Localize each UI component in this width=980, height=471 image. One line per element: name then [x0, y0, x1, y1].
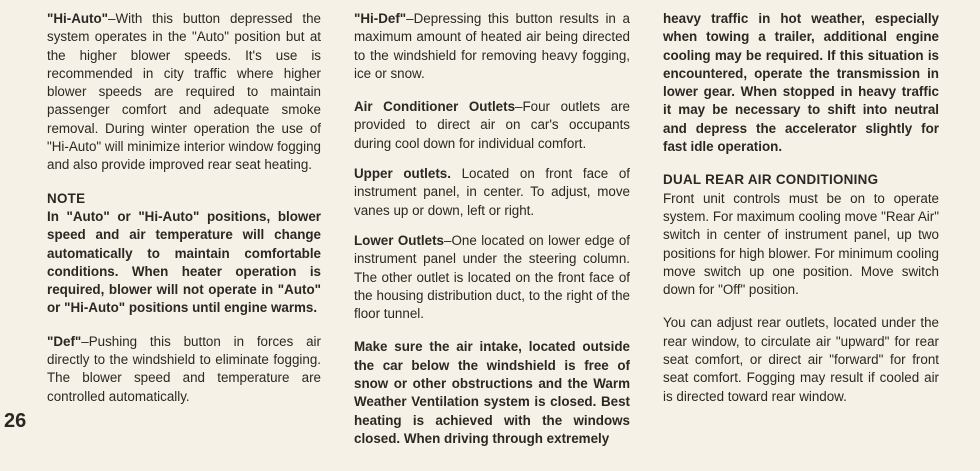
upper-outlets-text: Located on front face of instrument panel, in center. To adjust, move vanes up or down, left or right.: [354, 166, 630, 218]
column-1: [47, 10, 321, 406]
note-text: In "Auto" or "Hi-Auto" positions, blower speed and air temperature will change automatically to maintain comfortable conditions. When heater operation is required, blower will not operate in "Auto" or "Hi-Auto" positions until engine warms.: [47, 208, 321, 316]
hi-def-term: "Hi-Def": [354, 11, 407, 26]
hi-auto-text: –With this button depressed the system operates in the "Auto" position but at the higher blower speeds. It's use is recommended in city traffic where higher blower speeds are required to maintain passenger comfort and adequate smoke removal. During winter operation the use of "Hi-Auto" will minimize interior window fogging and also provide improved rear seat heating.: [47, 11, 321, 173]
upper-outlets-paragraph: [354, 165, 630, 220]
intake-warning: Make sure the air intake, located outside the car below the windshield is free of snow or other obstructions and the Warm Weather Ventilation system is closed. Best heating is achieved with the windows closed. When driving through extremely: [354, 339, 630, 446]
dual-rear-text: Front unit controls must be on to operate system. For maximum cooling move "Rear Air" switch in center of instrument panel, up two positions for high blower. For minimum cooling move switch up one position. Move switch down for "Off" position.: [663, 190, 939, 298]
hi-def-paragraph: [354, 10, 630, 83]
ac-outlets-text: –Four outlets are provided to direct air on car's occupants during cool down for individual comfort.: [354, 99, 630, 151]
upper-outlets-term: Upper outlets.: [354, 166, 451, 182]
page-number: 26: [4, 410, 27, 432]
intake-warning-continued: heavy traffic in hot weather, especially when towing a trailer, additional engine cooling may be required. If this situation is encountered, operate the transmission in lower gear. When stopped in heavy traffic it may be necessary to shift into neutral and depress the accelerator slightly for fast idle operation.: [663, 11, 939, 155]
def-term: "Def": [47, 333, 82, 349]
column-2: [354, 10, 630, 448]
hi-auto-paragraph: [47, 10, 321, 175]
lower-outlets-term: Lower Outlets: [354, 232, 445, 248]
hi-def-text: –Depressing this button results in a maximum amount of heated air being directed to the windshield for removing heavy fogging, ice or snow.: [354, 11, 630, 81]
def-text: –Pushing this button in forces air directly to the windshield to eliminate fogging. The blower speed and temperature are controlled automatically.: [47, 333, 321, 404]
lower-outlets-text: –One located on lower edge of instrument panel under the steering column. The other outlet is located on the front face of the housing distribution duct, to the right of the floor tunnel.: [354, 232, 630, 322]
column-3: [663, 10, 939, 406]
hi-auto-term: "Hi-Auto": [47, 11, 109, 26]
rear-outlets-paragraph: You can adjust rear outlets, located under the rear window, to circulate air "upward" for rear seat comfort, or direct air "forward" for front seat comfort. Fogging may result if cooled air is directed toward rear window.: [663, 315, 939, 404]
ac-outlets-paragraph: [354, 98, 630, 153]
lower-outlets-paragraph: [354, 232, 630, 323]
ac-outlets-term: Air Conditioner Outlets: [354, 99, 516, 115]
dual-rear-heading: DUAL REAR AIR CONDITIONING: [663, 172, 879, 188]
note-heading: NOTE: [47, 190, 86, 206]
def-paragraph: [47, 333, 321, 406]
